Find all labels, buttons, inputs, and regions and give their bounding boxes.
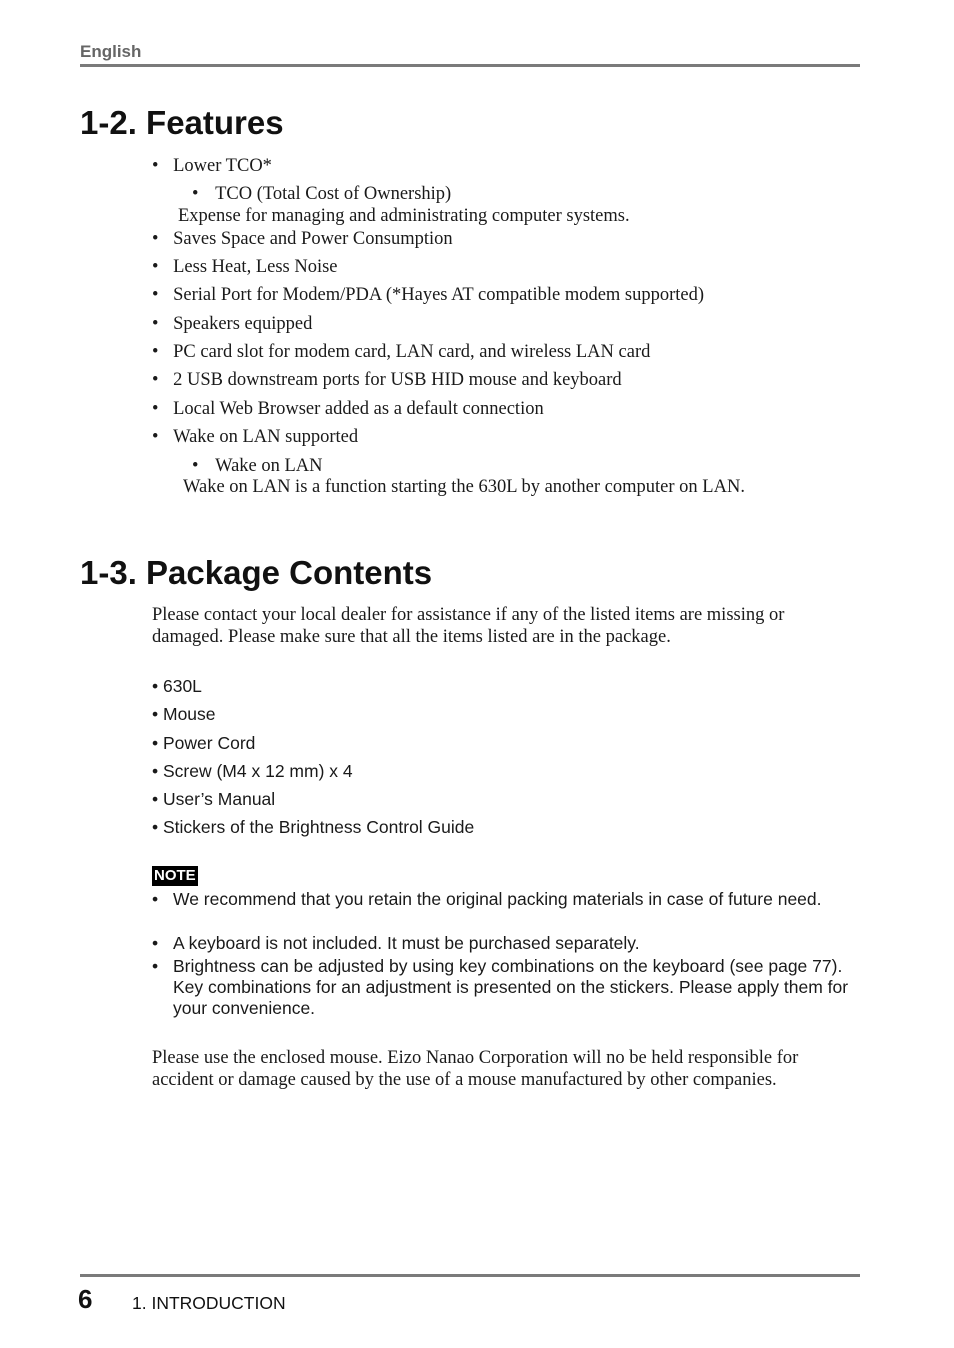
package-item: • Stickers of the Brightness Control Guide — [152, 817, 475, 837]
feature-item-usb — [152, 370, 622, 391]
bullet: • — [152, 229, 159, 249]
feature-item-serial-port — [152, 285, 704, 306]
feature-text: Serial Port for Modem/PDA (*Hayes AT compatible modem supported) — [173, 285, 705, 305]
feature-subitem-tco — [192, 184, 451, 205]
feature-item-wake-on-lan — [152, 427, 358, 448]
page-number: 6 — [78, 1284, 93, 1314]
package-item: • Power Cord — [152, 733, 256, 753]
feature-text: 2 USB downstream ports for USB HID mouse and keyboard — [173, 370, 622, 390]
package-item: • 630L — [152, 676, 202, 696]
bullet: • — [152, 342, 159, 362]
feature-text: Wake on LAN supported — [173, 427, 359, 447]
bullet: • — [152, 399, 159, 419]
feature-subitem-label: TCO (Total Cost of Ownership) — [215, 184, 452, 204]
features-heading: 1-2. Features — [80, 104, 284, 141]
bullet: • — [192, 456, 199, 476]
feature-text: Less Heat, Less Noise — [173, 257, 338, 277]
bullet: • — [152, 427, 159, 447]
feature-item-speakers — [152, 314, 312, 335]
feature-text: Speakers equipped — [173, 314, 313, 334]
note-item: A keyboard is not included. It must be purchased separately. — [173, 933, 640, 953]
package-item: • Screw (M4 x 12 mm) x 4 — [152, 761, 353, 781]
feature-item-lower-tco — [152, 156, 272, 177]
feature-item-pc-card — [152, 342, 650, 363]
footer-section-title: 1. INTRODUCTION — [132, 1293, 286, 1313]
feature-subitem-tco-desc: Expense for managing and administrating computer systems. — [178, 206, 630, 226]
package-heading: 1-3. Package Contents — [80, 554, 433, 591]
feature-text: Local Web Browser added as a default connection — [173, 399, 544, 419]
feature-text: PC card slot for modem card, LAN card, and wireless LAN card — [173, 342, 651, 362]
note-bullet: • — [152, 889, 159, 909]
header-rule — [80, 64, 860, 67]
note-item: We recommend that you retain the original packing materials in case of future need. — [173, 889, 822, 909]
language-label: English — [80, 42, 142, 61]
feature-subitem-wol — [192, 456, 323, 477]
bullet: • — [152, 314, 159, 334]
package-item: • User’s Manual — [152, 789, 276, 809]
feature-subitem-label: Wake on LAN — [215, 456, 323, 476]
footer-rule — [80, 1274, 860, 1277]
feature-item-browser — [152, 399, 544, 420]
note-item: Brightness can be adjusted by using key combinations on the keyboard (see page 77). Key combinations for an adjustment is presented on the stickers. Please apply them for your convenience. — [173, 956, 849, 1018]
bullet: • — [192, 184, 199, 204]
package-item: • Mouse — [152, 704, 216, 724]
note-bullet: • — [152, 956, 159, 976]
bullet: • — [152, 370, 159, 390]
note-badge: NOTE — [154, 867, 196, 884]
bullet: • — [152, 285, 159, 305]
bullet: • — [152, 156, 159, 176]
feature-text: Lower TCO* — [173, 156, 272, 176]
package-intro: Please contact your local dealer for assistance if any of the listed items are missing or damaged. Please make sure that all the items listed are in the package. — [152, 605, 785, 647]
feature-subitem-wol-desc: Wake on LAN is a function starting the 630L by another computer on LAN. — [183, 477, 745, 497]
bullet: • — [152, 257, 159, 277]
feature-item-saves-space — [152, 229, 453, 250]
note-bullet: • — [152, 933, 159, 953]
feature-text: Saves Space and Power Consumption — [173, 229, 453, 249]
closing-paragraph: Please use the enclosed mouse. Eizo Nanao Corporation will no be held responsible for accident or damage caused by the use of a mouse manufactured by other companies. — [152, 1048, 799, 1090]
feature-item-less-heat — [152, 257, 338, 278]
